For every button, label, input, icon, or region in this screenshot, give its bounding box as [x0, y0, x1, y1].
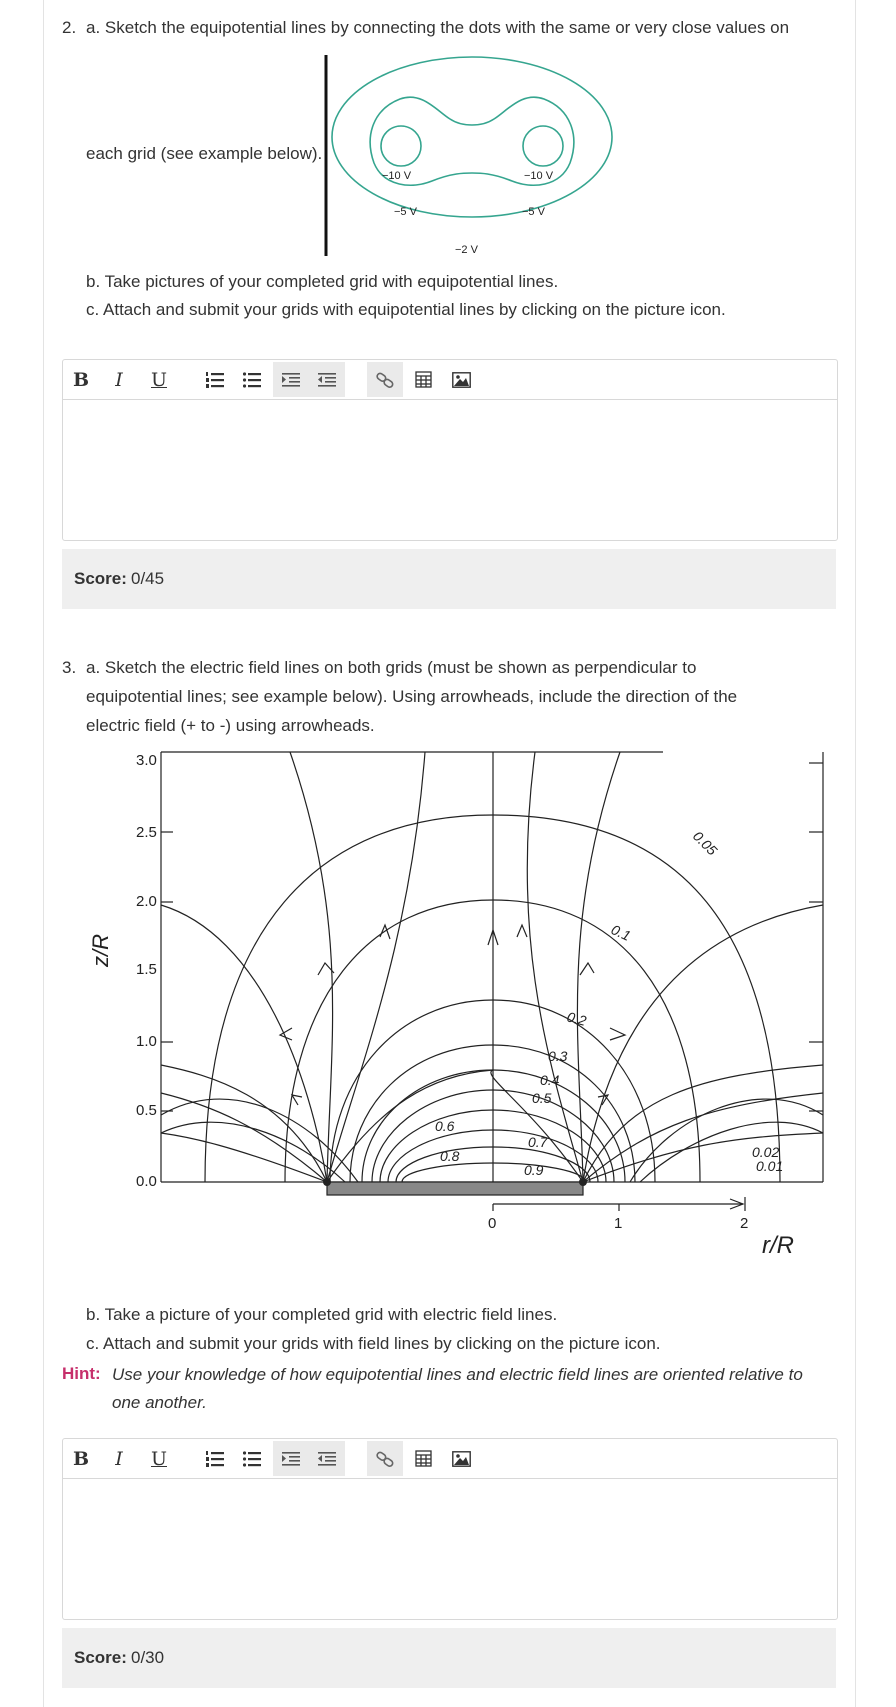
contour-label: 0.7 [528, 1134, 548, 1150]
bullet-list-icon [243, 1451, 261, 1467]
x-axis-label: r/R [762, 1232, 794, 1259]
outer-ellipse [332, 57, 612, 217]
equipotential-curves [332, 57, 612, 217]
outdent-icon [318, 372, 336, 388]
contour-label: 0.05 [689, 827, 721, 859]
question-text: b. Take a picture of your completed grid with electric field lines. [86, 1305, 558, 1324]
figure-label: −5 V [522, 206, 545, 218]
indent-icon [282, 372, 300, 388]
equipotential-example-figure [322, 53, 622, 258]
indent-icon [282, 1451, 300, 1467]
answer-text-area[interactable] [63, 1479, 837, 1619]
x-tick-label: 1 [614, 1215, 623, 1232]
contour-label: 0.4 [540, 1072, 560, 1088]
left-circle [381, 126, 421, 166]
contour-label: 0.9 [524, 1162, 544, 1178]
italic-icon: I [115, 1447, 123, 1470]
bold-icon: B [72, 1447, 90, 1470]
table-icon [415, 371, 432, 388]
figure-label: −10 V [382, 170, 412, 182]
field-lines-example-figure [80, 745, 840, 1265]
underline-icon: U [150, 368, 167, 391]
figure-label: −2 V [455, 244, 478, 256]
question-text: each grid (see example below). [86, 144, 323, 163]
question-number: 3. [62, 658, 77, 677]
contour-label: 0.6 [435, 1118, 455, 1134]
question-text: b. Take pictures of your completed grid with equipotential lines. [86, 272, 559, 291]
underline-button[interactable] [141, 1441, 177, 1476]
link-button[interactable] [367, 1441, 403, 1476]
bullet-list-button[interactable] [234, 362, 270, 397]
hint-label: Hint: [62, 1364, 101, 1383]
y-axis-label: z/R [88, 934, 113, 967]
contour-label: 0.5 [532, 1090, 552, 1106]
bold-button[interactable] [63, 1441, 99, 1476]
score-box [62, 1628, 836, 1688]
answer-editor [62, 359, 838, 541]
contour-label: 0.3 [548, 1048, 568, 1064]
question-text: equipotential lines; see example below). Using arrowheads, include the direction of the [86, 687, 738, 706]
question-text: a. Sketch the equipotential lines by connecting the dots with the same or very close values on [86, 18, 790, 37]
table-icon [415, 1450, 432, 1467]
indent-button[interactable] [273, 1441, 309, 1476]
link-icon [376, 1451, 394, 1467]
editor-toolbar [63, 360, 837, 400]
score-value: 0/45 [131, 569, 165, 588]
insert-image-button[interactable] [443, 362, 479, 397]
link-icon [376, 372, 394, 388]
answer-editor [62, 1438, 838, 1620]
question-text: c. Attach and submit your grids with field lines by clicking on the picture icon. [86, 1334, 661, 1353]
editor-toolbar [63, 1439, 837, 1479]
answer-text-area[interactable] [63, 400, 837, 540]
bullet-list-icon [243, 372, 261, 388]
x-tick-label: 0 [488, 1215, 497, 1232]
y-tick-label: 1.0 [136, 1033, 157, 1050]
table-button[interactable] [405, 1441, 441, 1476]
insert-image-button[interactable] [443, 1441, 479, 1476]
contour-label: 0.02 [752, 1144, 780, 1160]
indent-button[interactable] [273, 362, 309, 397]
contour-label: 0.01 [756, 1158, 784, 1174]
question-text: a. Sketch the electric field lines on both grids (must be shown as perpendicular to [86, 658, 697, 677]
underline-button[interactable] [141, 362, 177, 397]
ordered-list-button[interactable] [197, 1441, 233, 1476]
ordered-list-icon [206, 372, 224, 388]
bold-icon: B [72, 368, 90, 391]
y-tick-label: 2.5 [136, 824, 157, 841]
x-tick-label: 2 [740, 1215, 749, 1232]
outdent-button[interactable] [309, 362, 345, 397]
score-label: Score: [74, 1648, 127, 1667]
ordered-list-button[interactable] [197, 362, 233, 397]
hint-text: Use your knowledge of how equipotential lines and electric field lines are oriented relative to one another. [112, 1365, 803, 1412]
italic-button[interactable] [101, 1441, 137, 1476]
charged-disk [327, 1182, 583, 1195]
score-label: Score: [74, 569, 127, 588]
figure-label: −10 V [524, 170, 554, 182]
question-text: electric field (+ to -) using arrowheads. [86, 716, 375, 735]
bullet-list-button[interactable] [234, 1441, 270, 1476]
figure-label: −5 V [394, 206, 417, 218]
italic-icon: I [115, 368, 123, 391]
italic-button[interactable] [101, 362, 137, 397]
ordered-list-icon [206, 1451, 224, 1467]
outdent-icon [318, 1451, 336, 1467]
question-text: c. Attach and submit your grids with equipotential lines by clicking on the picture icon. [86, 300, 726, 319]
y-tick-label: 0.5 [136, 1102, 157, 1119]
contour-label: 0.2 [565, 1008, 589, 1029]
bold-button[interactable] [63, 362, 99, 397]
image-icon [452, 1451, 471, 1467]
underline-icon: U [150, 1447, 167, 1470]
y-tick-label: 1.5 [136, 961, 157, 978]
contour-label: 0.8 [440, 1148, 460, 1164]
contour-label: 0.1 [608, 921, 634, 944]
y-tick-label: 3.0 [136, 752, 157, 769]
question-number: 2. [62, 18, 77, 37]
link-button[interactable] [367, 362, 403, 397]
y-tick-label: 0.0 [136, 1173, 157, 1190]
right-circle [523, 126, 563, 166]
score-box [62, 549, 836, 609]
y-tick-label: 2.0 [136, 893, 157, 910]
score-value: 0/30 [131, 1648, 165, 1667]
image-icon [452, 372, 471, 388]
table-button[interactable] [405, 362, 441, 397]
outdent-button[interactable] [309, 1441, 345, 1476]
